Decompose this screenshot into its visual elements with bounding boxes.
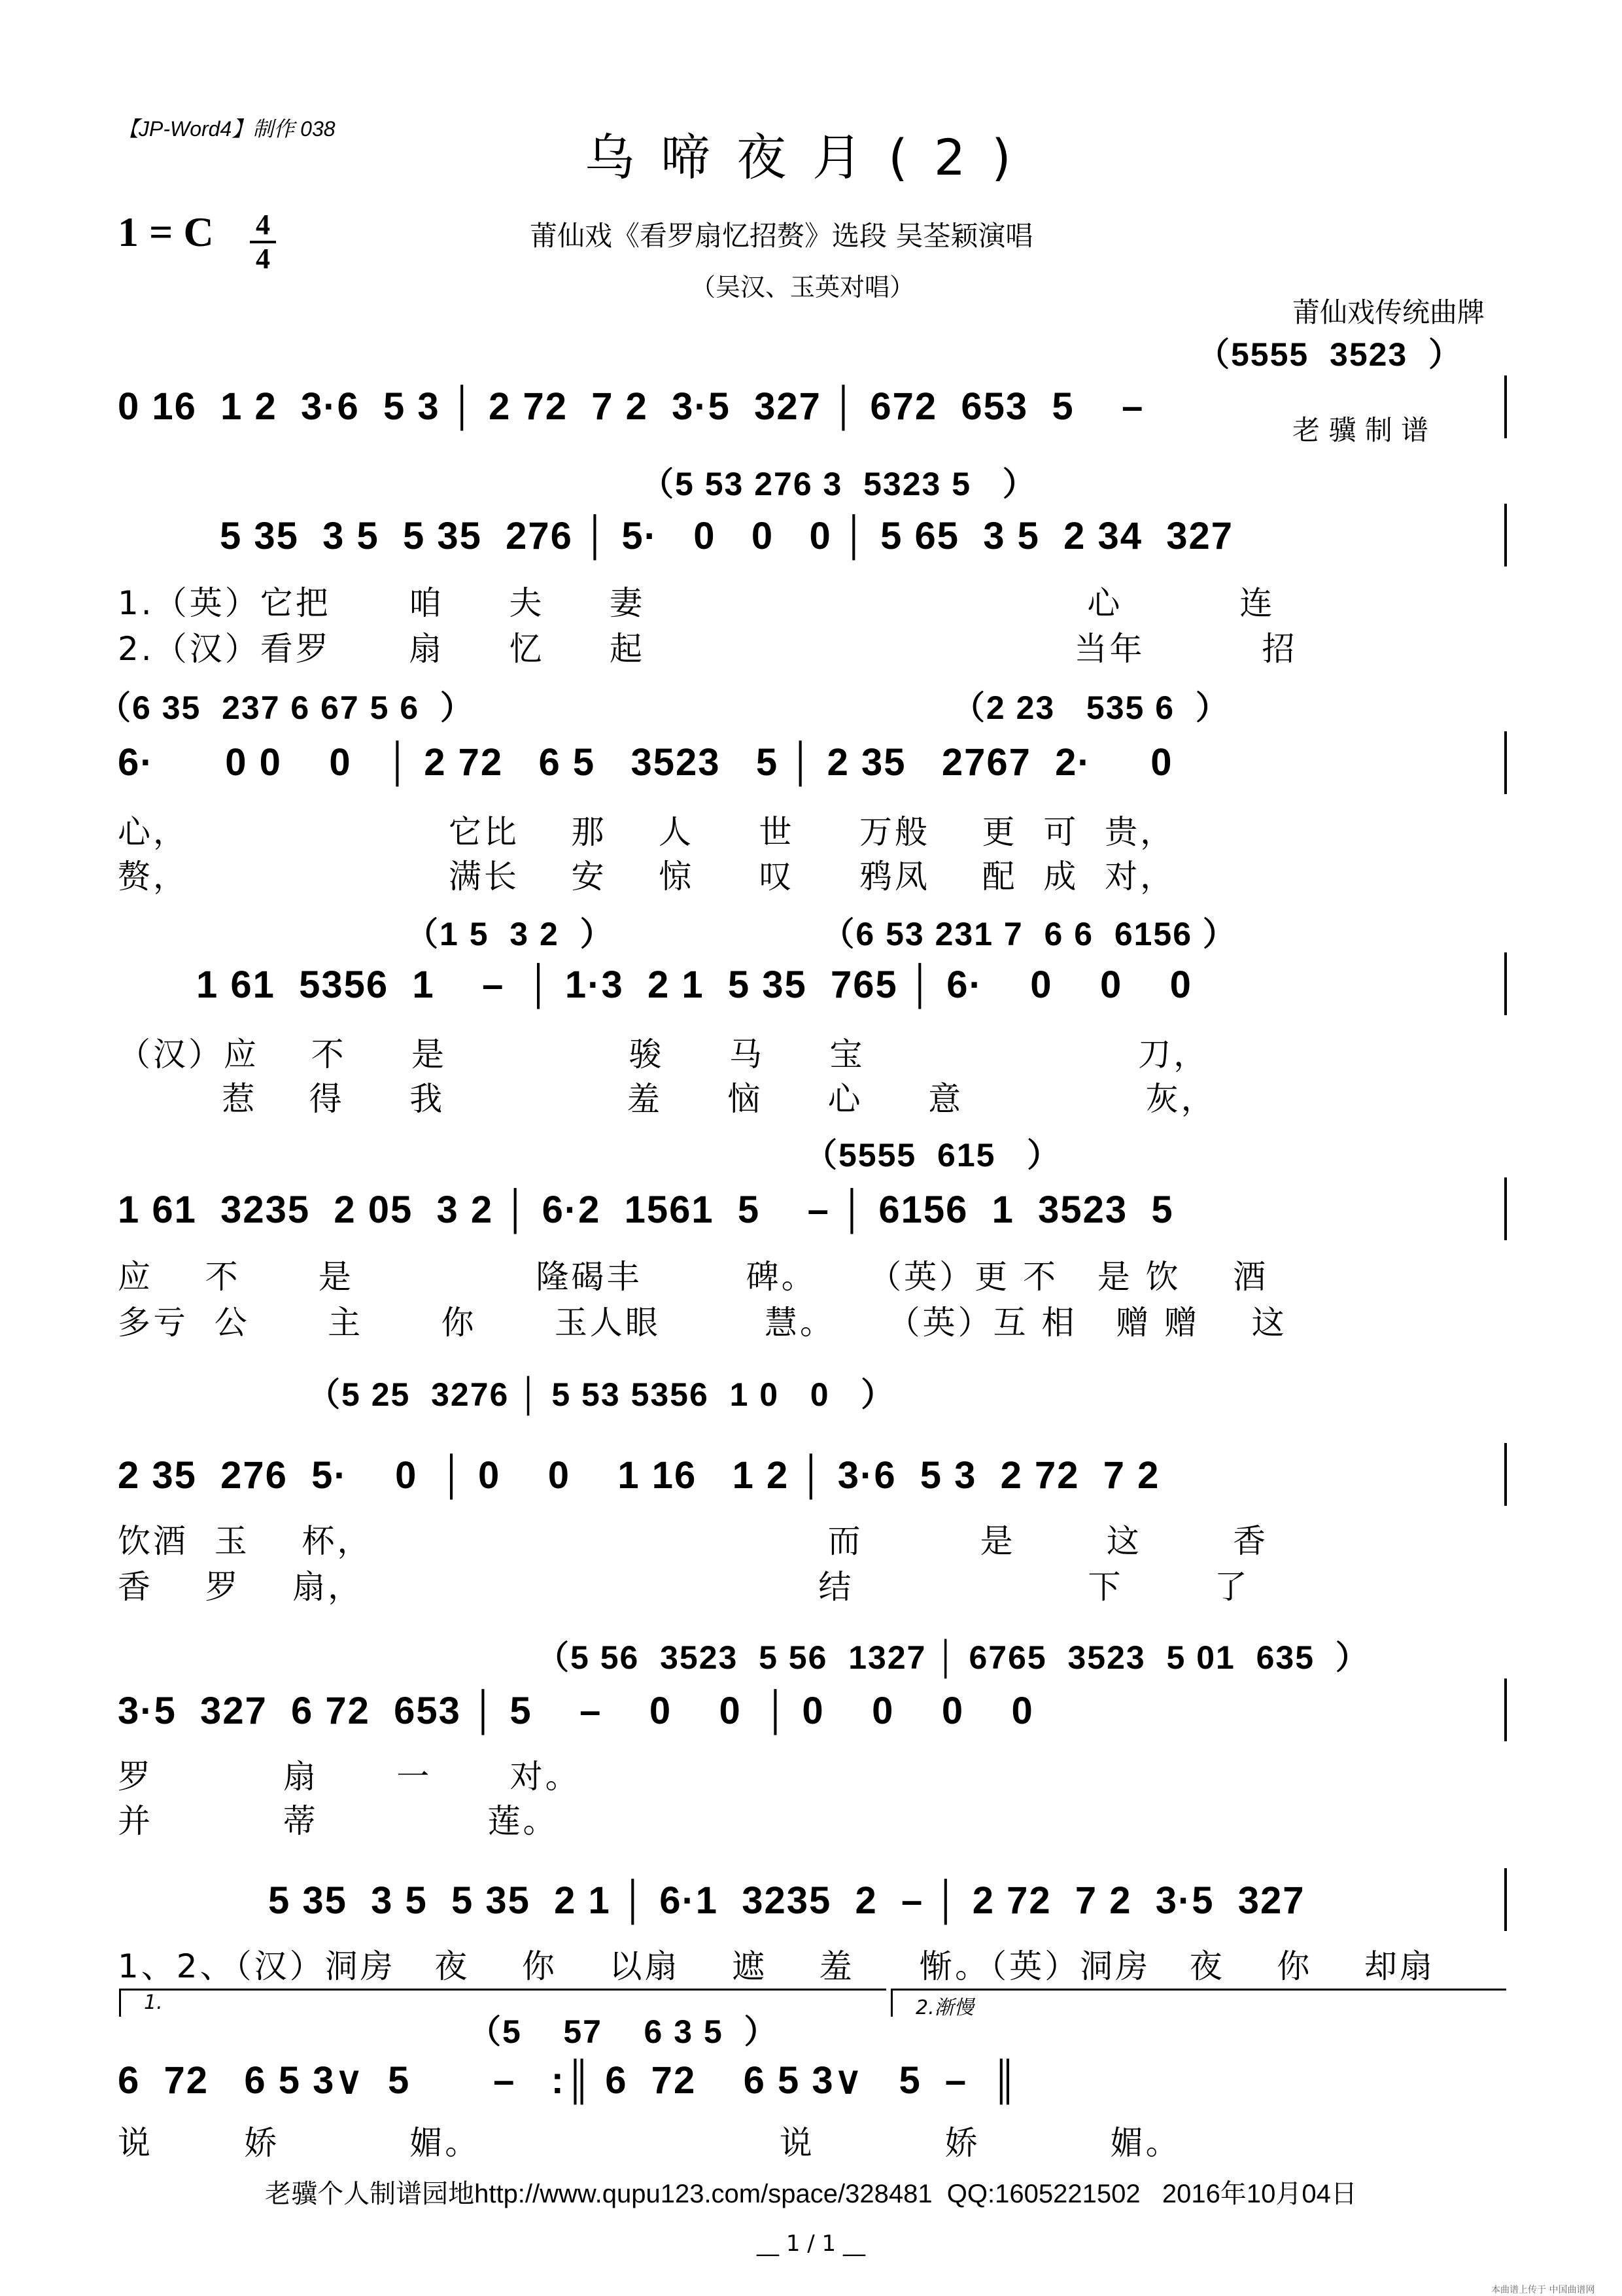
maker-label: 【JP-Word4】制作 038 (118, 117, 336, 141)
system-9-lyric-1: 说 娇 媚。 说 娇 媚。 (118, 2124, 1181, 2162)
system-8-notes: 5 35 3 5 5 35 2 1 │ 6·1 3235 2 – │ 2 72 7 2 3·5 327 (268, 1879, 1305, 1922)
system-6-notes: 2 35 276 5· 0 │ 0 0 1 16 1 2 │ 3·6 5 3 2 72 7 2 (118, 1454, 1160, 1497)
system-5-interlude: （5555 615 ） (804, 1137, 1061, 1174)
system-7-lyric-2: 并 蒂 莲。 (118, 1802, 559, 1840)
time-top: 4 (256, 209, 270, 241)
system-7-interlude: （5 56 3523 5 56 1327 │ 6765 3523 5 01 635 ） (536, 1639, 1370, 1676)
system-9-interlude: （5 57 6 3 5 ） (468, 2013, 778, 2050)
system-3-interlude: （6 35 237 6 67 5 6 ） （2 23 535 6 ） (98, 689, 1230, 726)
credit-source: 莆仙戏传统曲牌 (1292, 296, 1485, 328)
system-2-lyric-2: 2.（汉）看罗 扇 忆 起 当年 招 (118, 630, 1298, 668)
system-8-lyric-1: 1、2、（汉）洞房 夜 你 以扇 遮 羞 惭。（英）洞房 夜 你 却扇 (118, 1947, 1435, 1985)
system-9-notes: 6 72 6 5 3∨ 5 – :║ 6 72 6 5 3∨ 5 – ║ (118, 2059, 1020, 2102)
system-3-lyric-1: 心， 它比 那 人 世 万般 更 可 贵， (118, 813, 1176, 851)
volta-2-label: 2.渐慢 (916, 1996, 974, 2019)
watermark: 本曲谱上传于 中国曲谱网 (1491, 2285, 1595, 2295)
time-signature (250, 211, 276, 273)
system-6-interlude: （5 25 3276 │ 5 53 5356 1 0 0 ） (307, 1376, 895, 1413)
footer-info: 老骥个人制谱园地http://www.qupu123.com/space/328481 QQ:1605221502 2016年10月04日 (265, 2180, 1357, 2208)
system-3-notes: 6· 0 0 0 │ 2 72 6 5 3523 5 │ 2 35 2767 2· 0 (118, 741, 1173, 784)
key-signature: 1 = C (118, 209, 214, 255)
system-4-interlude: （1 5 3 2 ） （6 53 231 7 6 6 6156 ） (406, 916, 1237, 952)
system-3-lyric-2: 赘， 满长 安 惊 叹 鸦凤 配 成 对， (118, 858, 1176, 896)
subtitle-performers: （吴汉、玉英对唱） (691, 273, 915, 302)
system-7-notes: 3·5 327 6 72 653 │ 5 – 0 0 │ 0 0 0 0 (118, 1690, 1034, 1732)
system-1-interlude: （5555 3523 ） (1197, 336, 1463, 373)
volta-1-label: 1. (144, 1991, 163, 2014)
system-6-lyric-2: 香 罗 扇， 结 下 了 (118, 1568, 1250, 1606)
system-2-interlude: （5 53 276 3 5323 5 ） (641, 466, 1037, 502)
credit-transcriber: 老 骥 制 谱 (1292, 414, 1429, 446)
time-bottom: 4 (256, 243, 270, 275)
system-4-notes: 1 61 5356 1 – │ 1·3 2 1 5 35 765 │ 6· 0 0 0 (196, 964, 1192, 1006)
system-1-notes: 0 16 1 2 3·6 5 3 │ 2 72 7 2 3·5 327 │ 672 653 5 – (118, 385, 1145, 428)
page-title: 乌啼夜月(2) (585, 128, 1037, 186)
system-4-lyric-1: （汉）应 不 是 骏 马 宝 刀， (118, 1035, 1209, 1073)
system-6-lyric-1: 饮酒 玉 杯， 而 是 这 香 (118, 1522, 1269, 1560)
system-4-lyric-2: 惹 得 我 羞 恼 心 意 灰， (118, 1080, 1216, 1118)
volta-2-bracket (891, 1989, 1506, 2017)
system-5-lyric-2: 多亏 公 主 你 玉人眼 慧。 （英）互 相 赠 赠 这 (118, 1304, 1287, 1342)
subtitle: 莆仙戏《看罗扇忆招赘》选段 吴荃颖演唱 (530, 220, 1033, 252)
system-7-lyric-1: 罗 扇 一 对。 (118, 1758, 581, 1796)
system-5-lyric-1: 应 不 是 隆碣丰 碑。 （英）更 不 是 饮 酒 (118, 1258, 1269, 1296)
system-2-lyric-1: 1.（英）它把 咱 夫 妻 心 连 (118, 584, 1275, 622)
page-number: __ 1 / 1 __ (757, 2231, 865, 2257)
system-5-notes: 1 61 3235 2 05 3 2 │ 6·2 1561 5 – │ 6156 1 3523 5 (118, 1189, 1174, 1231)
system-2-notes: 5 35 3 5 5 35 276 │ 5· 0 0 0 │ 5 65 3 5 2 34 327 (220, 515, 1234, 557)
